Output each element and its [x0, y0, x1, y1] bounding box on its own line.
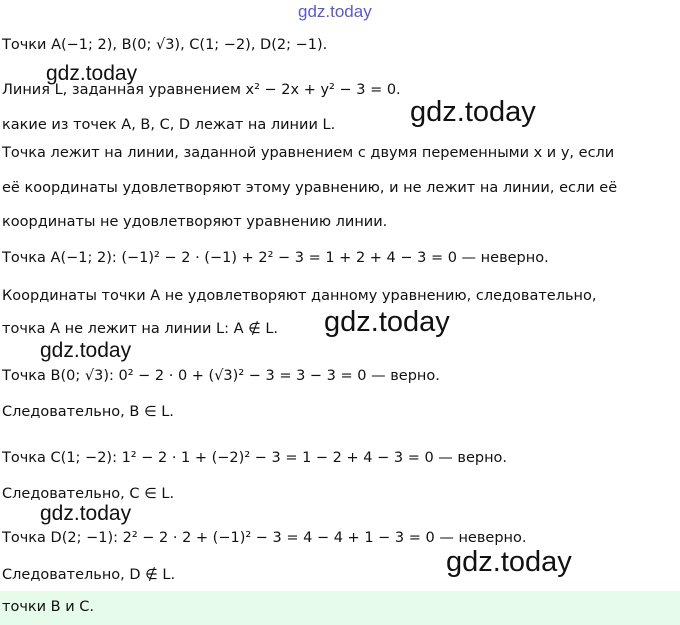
rule-line-1: Точка лежит на линии, заданной уравнением с двумя переменными x и y, если [2, 145, 615, 161]
watermark: gdz.today [40, 502, 132, 525]
watermark: gdz.today [410, 96, 536, 128]
watermark: gdz.today [40, 339, 132, 362]
watermark: gdz.today [446, 546, 572, 578]
conclusion-c: Следовательно, C ∈ L. [2, 486, 175, 502]
check-point-d: Точка D(2; −1): 2² − 2 · 2 + (−1)² − 3 = 4 − 4 + 1 − 3 = 0 — неверно. [2, 530, 527, 546]
conclusion-a-line-1: Координаты точки A не удовлетворяют данному уравнению, следовательно, [2, 288, 597, 304]
watermark: gdz.today [324, 306, 450, 338]
answer-text: точки B и C. [2, 599, 94, 615]
conclusion-b: Следовательно, B ∈ L. [2, 404, 174, 420]
check-point-b: Точка B(0; √3): 0² − 2 · 0 + (√3)² − 3 = 3 − 3 = 0 — верно. [2, 368, 440, 384]
conclusion-d: Следовательно, D ∉ L. [2, 567, 176, 583]
conclusion-a-line-2: точка A не лежит на линии L: A ∉ L. [2, 321, 279, 337]
rule-line-3: координаты не удовлетворяют уравнению линии. [2, 214, 388, 230]
watermark-top: gdz.today [298, 2, 372, 21]
check-point-a: Точка A(−1; 2): (−1)² − 2 · (−1) + 2² − 3 = 1 + 2 + 4 − 3 = 0 — неверно. [2, 250, 549, 266]
given-line-equation: Линия L, заданная уравнением x² − 2x + y² − 3 = 0. [2, 82, 401, 98]
task-question: какие из точек A, B, C, D лежат на линии L. [2, 117, 336, 133]
given-points: Точки A(−1; 2), B(0; √3), C(1; −2), D(2; −1). [2, 37, 328, 53]
check-point-c: Точка C(1; −2): 1² − 2 · 1 + (−2)² − 3 = 1 − 2 + 4 − 3 = 0 — верно. [2, 450, 508, 466]
rule-line-2: её координаты удовлетворяют этому уравнению, и не лежит на линии, если её [2, 180, 618, 196]
watermark: gdz.today [46, 62, 138, 85]
answer-box [0, 591, 680, 625]
